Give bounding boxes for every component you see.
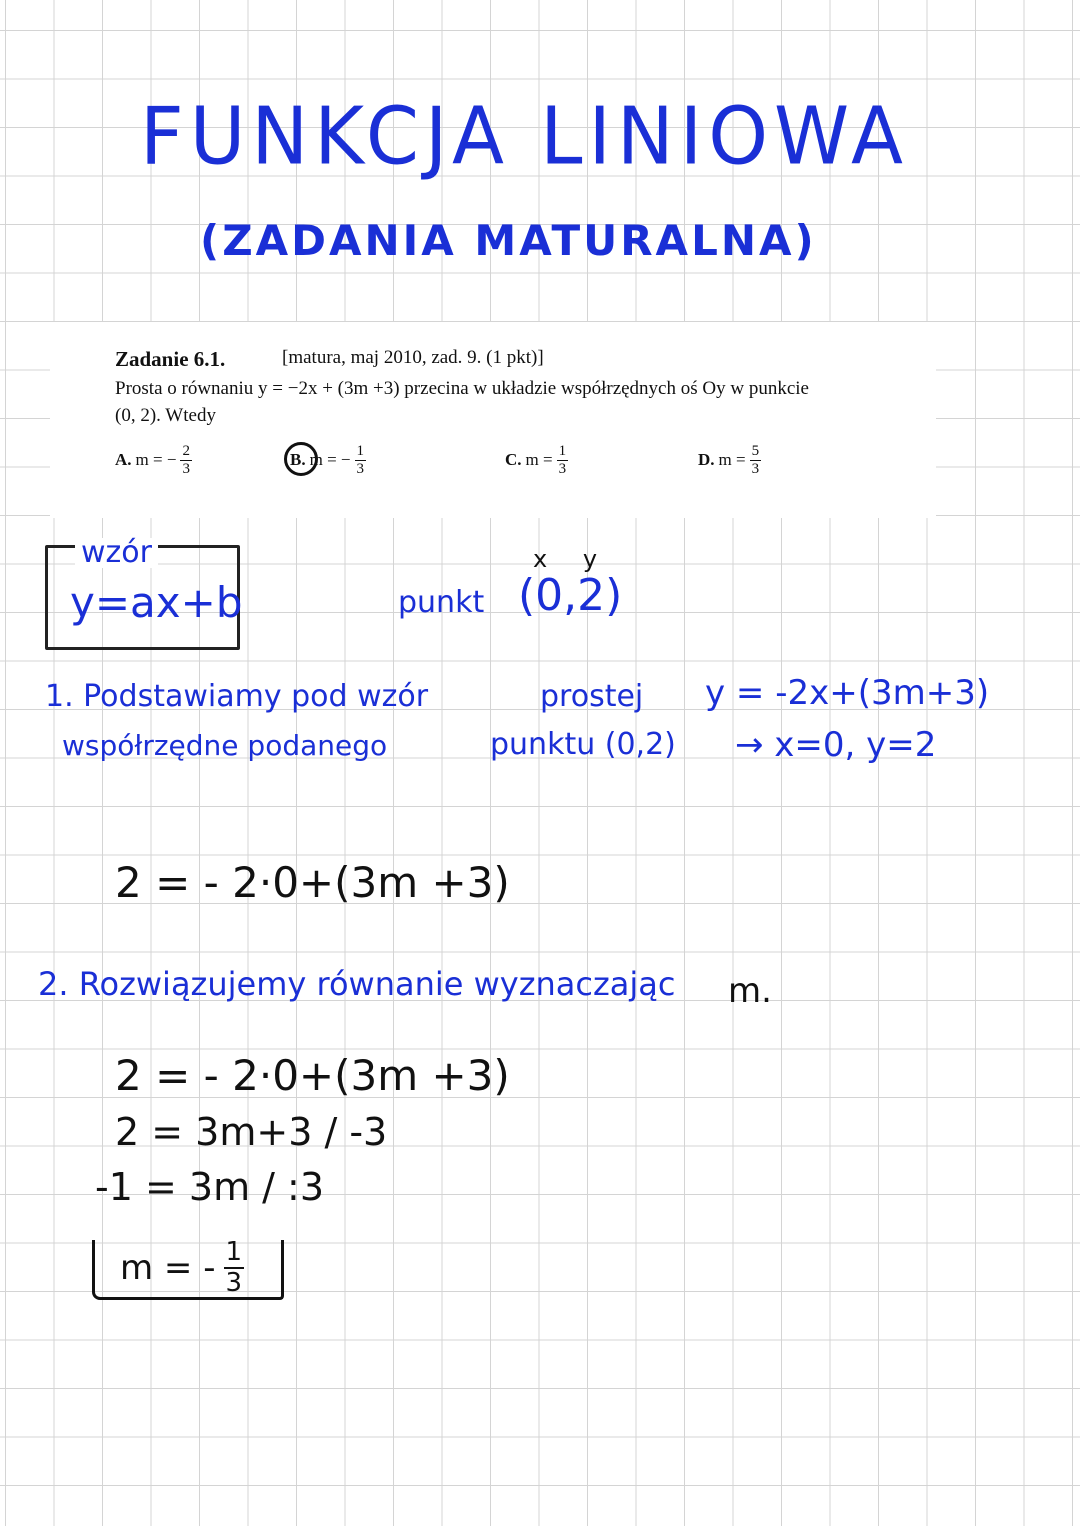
solution-line-2: 2 = 3m+3 / -3 (115, 1110, 388, 1154)
step-2-text: 2. Rozwiązujemy równanie wyznaczając (38, 965, 676, 1003)
option-fraction (750, 443, 762, 477)
fraction-denominator: 3 (356, 460, 364, 477)
line-equation: y = -2x+(3m+3) (705, 673, 990, 713)
answer-denominator: 3 (225, 1267, 243, 1298)
answer-prefix: m = - (120, 1247, 216, 1288)
fraction-numerator: 1 (356, 443, 364, 459)
option-d (698, 434, 761, 486)
task-source: [matura, maj 2010, zad. 9. (1 pkt)] (282, 347, 544, 368)
fraction-denominator: 3 (182, 460, 190, 477)
option-a (115, 434, 192, 486)
option-prefix: m = − (135, 450, 177, 469)
formula-label: wzór (75, 538, 158, 568)
option-b (290, 434, 366, 486)
fraction-numerator: 2 (182, 443, 190, 459)
fraction-denominator: 3 (751, 460, 760, 477)
printed-task (50, 322, 936, 518)
page-subtitle: (ZADANIA MATURALNA) (200, 216, 817, 265)
option-label: A. (115, 450, 132, 469)
formula: y=ax+b (70, 578, 243, 627)
task-text-line-2: (0, 2). Wtedy (115, 405, 216, 426)
step-1-text-line-2: współrzędne podanego (62, 729, 388, 762)
task-text-line-1: Prosta o równaniu y = −2x + (3m +3) przecina w układzie współrzędnych oś Oy w punkcie (115, 378, 809, 399)
substituted-equation: 2 = - 2·0+(3m +3) (115, 858, 510, 907)
solution-line-3: -1 = 3m / :3 (95, 1165, 325, 1209)
point-coordinates: (0,2) (518, 570, 623, 621)
final-answer (120, 1238, 244, 1297)
option-fraction (355, 443, 367, 477)
step-1-substitution: → x=0, y=2 (735, 725, 937, 765)
option-c (505, 434, 568, 486)
fraction-numerator: 5 (751, 443, 760, 459)
option-label: D. (698, 450, 715, 469)
option-fraction (180, 443, 192, 477)
answer-fraction (224, 1238, 245, 1297)
option-fraction (557, 443, 569, 477)
answer-numerator: 1 (225, 1237, 243, 1267)
point-axis-labels: x y (533, 545, 612, 573)
option-prefix: m = (525, 450, 553, 469)
option-label: B. (290, 450, 306, 469)
option-prefix: m = (718, 450, 746, 469)
step-2-variable: m. (728, 971, 772, 1011)
step-1-point: punktu (0,2) (490, 727, 676, 762)
task-heading: Zadanie 6.1. (115, 347, 226, 371)
page-title: FUNKCJA LINIOWA (140, 88, 909, 183)
step-1-text-prostej: prostej (540, 679, 644, 714)
fraction-numerator: 1 (558, 443, 567, 459)
fraction-denominator: 3 (558, 460, 567, 477)
solution-line-1: 2 = - 2·0+(3m +3) (115, 1051, 510, 1100)
option-prefix: m = − (309, 450, 351, 469)
option-label: C. (505, 450, 522, 469)
point-label: punkt (398, 585, 485, 620)
step-1-text: 1. Podstawiamy pod wzór (45, 679, 429, 714)
